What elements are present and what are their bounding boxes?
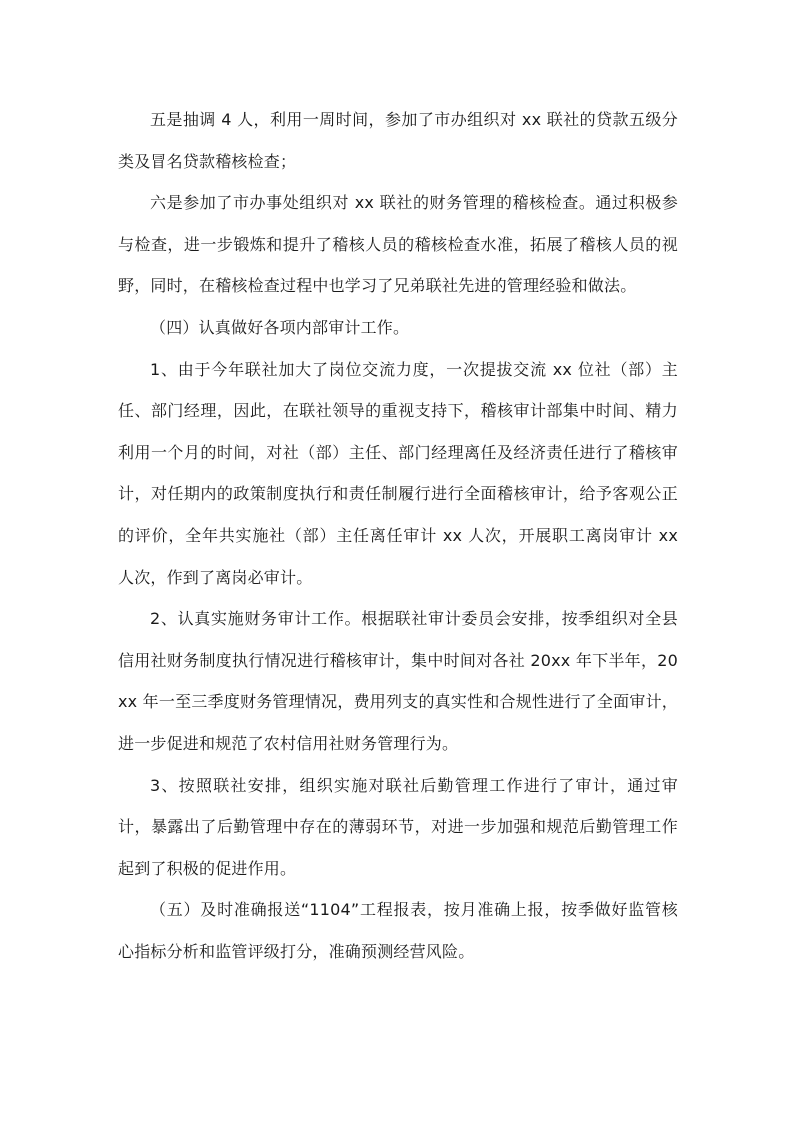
item-1-resignation-audit: 1、由于今年联社加大了岗位交流力度，一次提拔交流 xx 位社（部）主任、部门经理，因此，在联社领导的重视支持下，稽核审计部集中时间、精力利用一个月的时间，对社（部）主任、部门经理离任及经济责任进行了稽核审计，对任期内的政策制度执行和责任制履行进行全面稽核审计，给予客观公正的评价，全年共实施社（部）主任离任审计 xx 人次，开展职工离岗审计 xx 人次，作到了离岗必审计。 (118, 359, 678, 587)
paragraph-5-conclusion: 五是抽调 4 人，利用一周时间，参加了市办组织对 xx 联社的贷款五级分类及冒名贷款稽核检查； (118, 110, 678, 171)
section-heading-4-internal-audit: （四）认真做好各项内部审计工作。 (150, 317, 410, 337)
section-heading-5-report-1104: （五）及时准确报送“1104”工程报表，按月准确上报，按季做好监管核心指标分析和监管评级打分，准确预测经营风险。 (118, 900, 678, 961)
item-2-financial-audit: 2、认真实施财务审计工作。根据联社审计委员会安排，按季组织对全县信用社财务制度执行情况进行稽核审计，集中时间对各社 20xx 年下半年，20xx 年一至三季度财务管理情况，费用列支的真实性和合规性进行了全面审计，进一步促进和规范了农村信用社财务管理行为。 (118, 609, 678, 753)
document-body (118, 99, 678, 972)
paragraph-6-finance-audit-check: 六是参加了市办事处组织对 xx 联社的财务管理的稽核检查。通过积极参与检查，进一步锻炼和提升了稽核人员的稽核检查水准，拓展了稽核人员的视野，同时，在稽核检查过程中也学习了兄弟联社先进的管理经验和做法。 (118, 193, 678, 296)
item-3-logistics-audit: 3、按照联社安排，组织实施对联社后勤管理工作进行了审计，通过审计，暴露出了后勤管理中存在的薄弱环节，对进一步加强和规范后勤管理工作起到了积极的促进作用。 (118, 775, 678, 878)
